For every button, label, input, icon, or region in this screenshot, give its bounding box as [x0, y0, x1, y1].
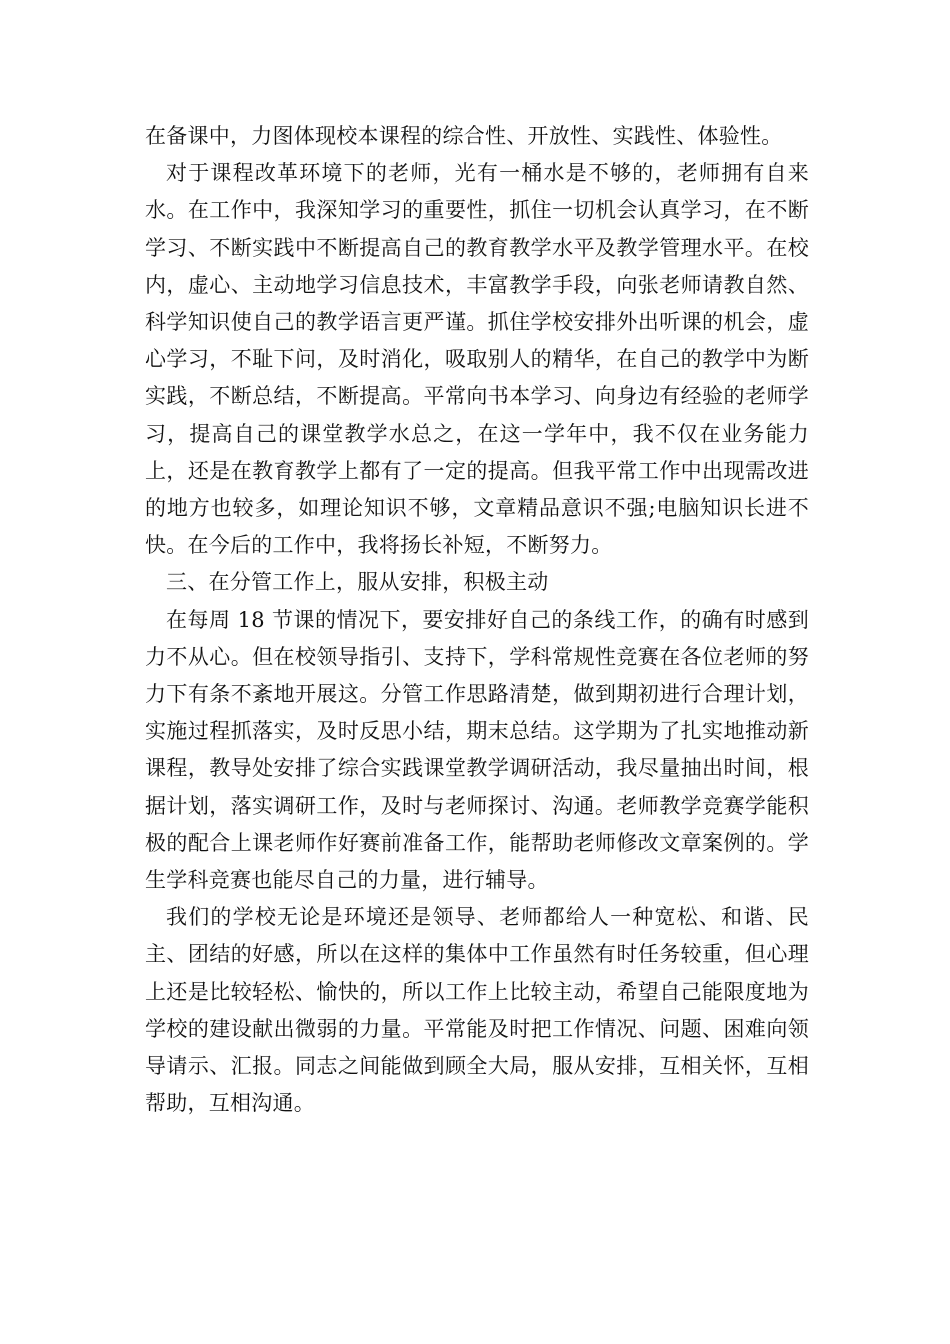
section-heading: 三、在分管工作上，服从安排，积极主动	[166, 570, 549, 595]
paragraph-1: 在备课中，力图体现校本课程的综合性、开放性、实践性、体验性。	[145, 124, 783, 148]
paragraph-2: 对于课程改革环境下的老师，光有一桶水是不够的，老师拥有自来水。在工作中，我深知学习的重要性，抓住一切机会认真学习，在不断学习、不断实践中不断提高自己的教育教学水平及教学管理水平。在校内，虚心、主动地学习信息技术，丰富教学手段，向张老师请教自然、科学知识使自己的教学语言更严谨。抓住学校安排外出听课的机会，虚心学习，不耻下问，及时消化，吸取别人的精华，在自己的教学中为断实践，不断总结，不断提高。平常向书本学习、向身边有经验的老师学习，提高自己的课堂教学水总之，在这一学年中，我不仅在业务能力上，还是在教育教学上都有了一定的提高。但我平常工作中出现需改进的地方也较多，如理论知识不够，文章精品意识不强;电脑知识长进不快。在今后的工作中，我将扬长补短，不断努力。	[145, 161, 809, 558]
document-body	[145, 118, 809, 1122]
paragraph-4: 我们的学校无论是环境还是领导、老师都给人一种宽松、和谐、民主、团结的好感，所以在这样的集体中工作虽然有时任务较重，但心理上还是比较轻松、愉快的，所以工作上比较主动，希望自己能限度地为学校的建设献出微弱的力量。平常能及时把工作情况、问题、困难向领导请示、汇报。同志之间能做到顾全大局，服从安排，互相关怀，互相帮助，互相沟通。	[145, 905, 809, 1116]
paragraph-3: 在每周 18 节课的情况下，要安排好自己的条线工作，的确有时感到力不从心。但在校领导指引、支持下，学科常规性竞赛在各位老师的努力下有条不紊地开展这。分管工作思路清楚，做到期初进行合理计划，实施过程抓落实，及时反思小结，期末总结。这学期为了扎实地推动新课程，教导处安排了综合实践课堂教学调研活动，我尽量抽出时间，根据计划，落实调研工作，及时与老师探讨、沟通。老师教学竞赛学能积极的配合上课老师作好赛前准备工作，能帮助老师修改文章案例的。学生学科竞赛也能尽自己的力量，进行辅导。	[145, 607, 809, 893]
